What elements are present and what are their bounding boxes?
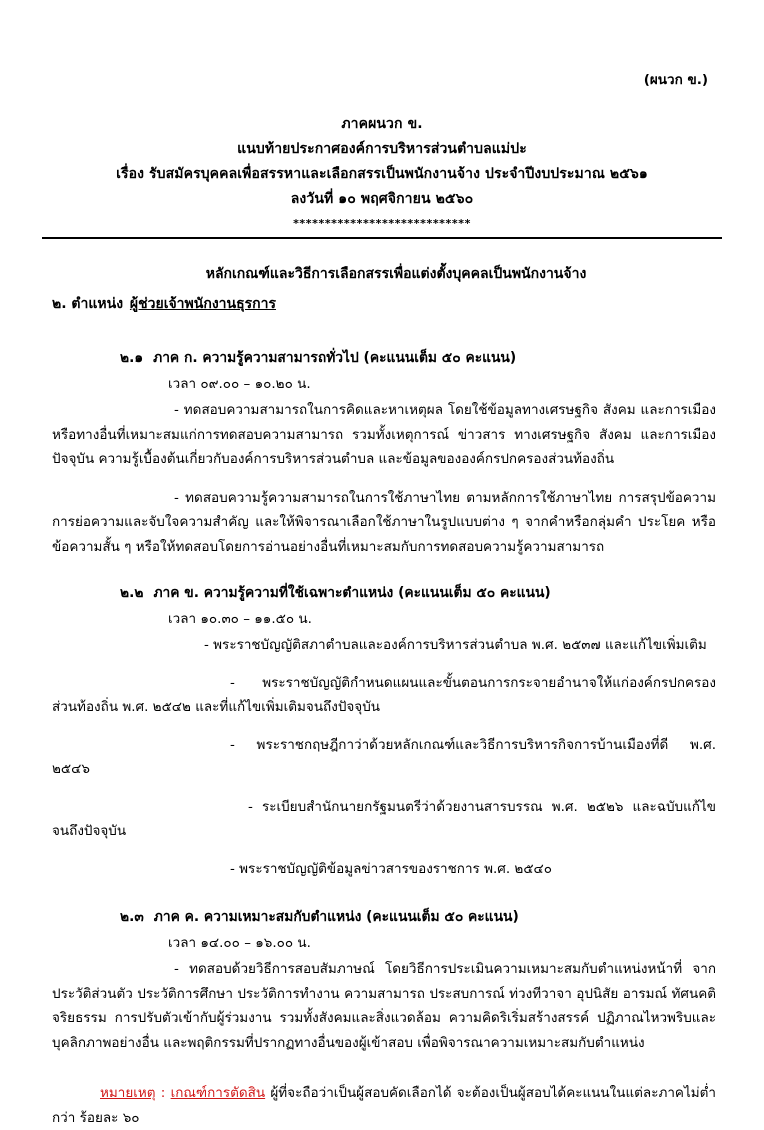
list-item: - พระราชกฤษฎีกาว่าด้วยหลักเกณฑ์และวิธีการบริหารกิจการบ้านเมืองที่ดี พ.ศ. ๒๕๔๖ (52, 736, 716, 777)
section-2-2-time: เวลา ๑๐.๓๐ – ๑๑.๕๐ น. (168, 611, 312, 627)
title-line-1: ภาคผนวก ข. (341, 116, 423, 132)
title-line-2: แนบท้ายประกาศองค์การบริหารส่วนตำบลแม่ปะ (237, 141, 527, 157)
annex-marker: (ผนวก ข.) (643, 72, 708, 88)
note-colon: : (155, 1085, 171, 1101)
position-name: ผู้ช่วยเจ้าพนักงานธุรการ (129, 296, 277, 312)
section-2-1 (52, 346, 716, 559)
section-2-1-heading (120, 346, 716, 370)
section-2-3 (52, 905, 716, 1055)
list-item: - พระราชบัญญัติสภาตำบลและองค์การบริหารส่วนตำบล พ.ศ. ๒๕๓๗ และแก้ไขเพิ่มเติม (204, 637, 707, 653)
horizontal-rule (42, 237, 722, 239)
section-2-1-title: ภาค ก. ความรู้ความสามารถทั่วไป (คะแนนเต็ม ๕๐ คะแนน) (153, 350, 517, 366)
section-2-3-time: เวลา ๑๔.๐๐ – ๑๖.๐๐ น. (168, 935, 311, 951)
section-2-1-number: ๒.๑ (120, 350, 144, 366)
position-label: ตำแหน่ง (71, 296, 124, 312)
star-separator: **************************** (293, 217, 471, 230)
section-2-3-heading (120, 905, 716, 929)
document-body (52, 262, 716, 1130)
title-line-4: ลงวันที่ ๑๐ พฤศจิกายน ๒๕๖๐ (290, 191, 474, 207)
section-2-3-title: ภาค ค. ความเหมาะสมกับตำแหน่ง (คะแนนเต็ม ๕๐ คะแนน) (153, 909, 519, 925)
list-item: - พระราชบัญญัติกำหนดแผนและขั้นตอนการกระจายอำนาจให้แก่องค์กรปกครองส่วนท้องถิ่น พ.ศ. ๒๕๔๒ และที่แก้ไขเพิ่มเติมจนถึงปัจจุบัน (52, 674, 716, 715)
section-2-2-heading (120, 581, 716, 605)
section-2-1-paragraph-1: - ทดสอบความสามารถในการคิดและหาเหตุผล โดยใช้ข้อมูลทางเศรษฐกิจ สังคม และการเมือง หรือทางอื่นที่เหมาะสมแก่การทดสอบความสามารถ รวมทั้งเหตุการณ์ ข่าวสาร ทางเศรษฐกิจ สังคม และการเมืองปัจจุบัน ความรู้เบื้องต้นเกี่ยวกับองค์การบริหารส่วนตำบล และข้อมูลขององค์กรปกครองส่วนท้องถิ่น (52, 402, 716, 467)
list-item: - พระราชบัญญัติข้อมูลข่าวสารของราชการ พ.ศ. ๒๕๔๐ (230, 860, 553, 877)
page-title: หลักเกณฑ์และวิธีการเลือกสรรเพื่อแต่งตั้งบุคคลเป็นพนักงานจ้าง (205, 266, 587, 282)
note-block (52, 1081, 716, 1130)
section-2-1-paragraph-2: - ทดสอบความรู้ความสามารถในการใช้ภาษาไทย ตามหลักการใช้ภาษาไทย การสรุปข้อความ การย่อความและจับใจความสำคัญ และให้พิจารณาเลือกใช้ภาษาในรูปแบบต่าง ๆ จากคำหรือกลุ่มคำ ประโยค หรือข้อความสั้น ๆ หรือให้ทดสอบโดยการอ่านอย่างอื่นที่เหมาะสมกับการทดสอบความรู้ความสามารถ (52, 489, 716, 555)
title-block (60, 112, 704, 235)
section-2-3-number: ๒.๓ (120, 909, 144, 925)
section-2-2-number: ๒.๒ (120, 585, 144, 601)
position-line (52, 292, 716, 316)
section-2-2 (52, 581, 716, 881)
position-number: ๒. (52, 296, 67, 312)
section-2-2-title: ภาค ข. ความรู้ความที่ใช้เฉพาะตำแหน่ง (คะแนนเต็ม ๕๐ คะแนน) (153, 585, 551, 601)
note-text: ผู้ที่จะถือว่าเป็นผู้สอบคัดเลือกได้ จะต้องเป็นผู้สอบได้คะแนนในแต่ละภาคไม่ต่ำกว่า ร้อยละ ๖๐ (52, 1085, 716, 1126)
section-2-1-time: เวลา ๐๙.๐๐ – ๑๐.๒๐ น. (168, 376, 311, 392)
title-line-3: เรื่อง รับสมัครบุคคลเพื่อสรรหาและเลือกสรรเป็นพนักงานจ้าง ประจำปีงบประมาณ ๒๕๖๑ (116, 166, 648, 182)
list-item: - ระเบียบสำนักนายกรัฐมนตรีว่าด้วยงานสารบรรณ พ.ศ. ๒๕๒๖ และฉบับแก้ไขจนถึงปัจจุบัน (52, 798, 716, 839)
note-label: หมายเหตุ (100, 1085, 156, 1101)
note-criteria-label: เกณฑ์การตัดสิน (170, 1085, 266, 1101)
spacer (52, 895, 716, 905)
section-2-3-paragraph-1: - ทดสอบด้วยวิธีการสอบสัมภาษณ์ โดยวิธีการประเมินความเหมาะสมกับตำแหน่งหน้าที่ จากประวัติส่วนตัว ประวัติการศึกษา ประวัติการทำงาน ความสามารถ ประสบการณ์ ท่วงทีวาจา อุปนิสัย อารมณ์ ทัศนคติ จริยธรรม การปรับตัวเข้ากับผู้ร่วมงาน รวมทั้งสังคมและสิ่งแวดล้อม ความคิดริเริ่มสร้างสรรค์ ปฏิภาณไหวพริบและบุคลิกภาพอย่างอื่น และพฤติกรรมที่ปรากฏทางอื่นของผู้เข้าสอบ เพื่อพิจารณาความเหมาะสมกับตำแหน่ง (52, 961, 716, 1051)
